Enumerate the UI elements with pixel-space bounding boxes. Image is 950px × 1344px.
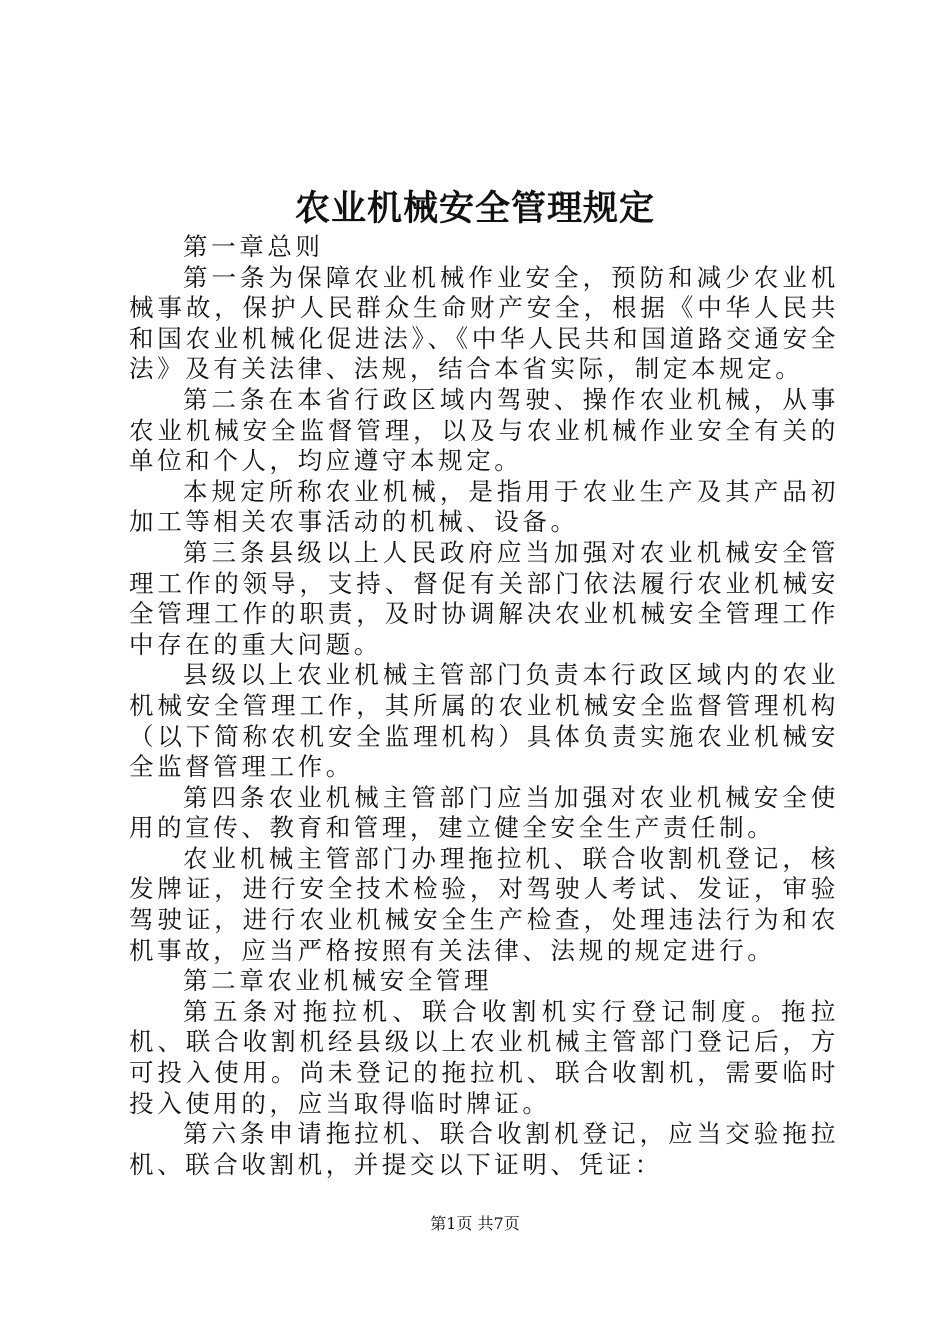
article-1: 第一条为保障农业机械作业安全，预防和减少农业机械事故，保护人民群众生命财产安全，根据《中华人民共和国农业机械化促进法》、《中华人民共和国道路交通安全法》及有关法律、法规，结合本省实际，制定本规定。 — [129, 262, 839, 384]
article-2: 第二条在本省行政区域内驾驶、操作农业机械，从事农业机械安全监督管理，以及与农业机械作业安全有关的单位和个人，均应遵守本规定。 — [129, 384, 839, 476]
article-3: 第三条县级以上人民政府应当加强对农业机械安全管理工作的领导，支持、督促有关部门依法履行农业机械安全管理工作的职责，及时协调解决农业机械安全管理工作中存在的重大问题。 — [129, 537, 839, 659]
article-4: 第四条农业机械主管部门应当加强对农业机械安全使用的宣传、教育和管理，建立健全安全生产责任制。 — [129, 782, 839, 843]
document-title: 农业机械安全管理规定 — [294, 188, 655, 229]
document-body — [129, 232, 839, 1180]
page-footer: 第1页 共7页 — [430, 1214, 520, 1233]
article-2-definition: 本规定所称农业机械，是指用于农业生产及其产品初加工等相关农事活动的机械、设备。 — [129, 476, 839, 537]
article-4-clause-2: 农业机械主管部门办理拖拉机、联合收割机登记，核发牌证，进行安全技术检验，对驾驶人考试、发证，审验驾驶证，进行农业机械安全生产检查，处理违法行为和农机事故，应当严格按照有关法律、法规的规定进行。 — [129, 843, 839, 965]
article-6: 第六条申请拖拉机、联合收割机登记，应当交验拖拉机、联合收割机，并提交以下证明、凭证： — [129, 1119, 839, 1179]
article-3-clause-2: 县级以上农业机械主管部门负责本行政区域内的农业机械安全管理工作，其所属的农业机械安全监督管理机构（以下简称农机安全监理机构）具体负责实施农业机械安全监督管理工作。 — [129, 660, 839, 782]
chapter-heading-2: 第二章农业机械安全管理 — [183, 966, 493, 996]
article-5: 第五条对拖拉机、联合收割机实行登记制度。拖拉机、联合收割机经县级以上农业机械主管部门登记后，方可投入使用。尚未登记的拖拉机、联合收割机，需要临时投入使用的，应当取得临时牌证。 — [129, 996, 839, 1118]
chapter-heading-1: 第一章总则 — [183, 232, 324, 261]
